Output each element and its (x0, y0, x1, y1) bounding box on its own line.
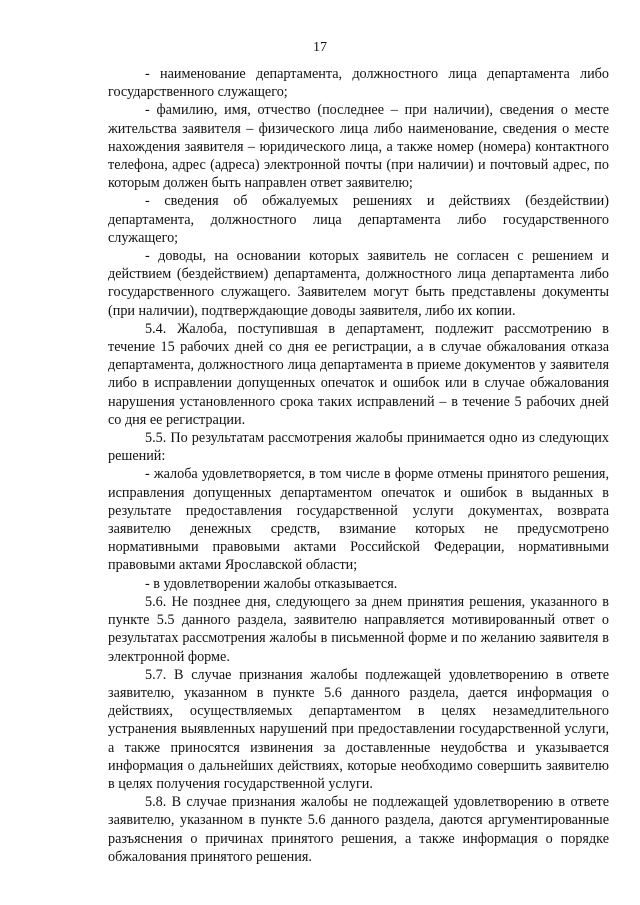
paragraph-complaint-satisfied: - жалоба удовлетворяется, в том числе в форме отмены принятого решения, исправления допущенных департаментом опечаток и ошибок в выданных в результате предоставления государственной услуги документах, возврата заявителю денежных средств, взимание которых не предусмотрено нормативными правовыми актами Российской Федерации, нормативными правовыми актами Ярославской области; (108, 466, 609, 574)
paragraph-arguments: - доводы, на основании которых заявитель не согласен с решением и действием (бездействием) департамента, должностного лица департамента либо государственного служащего. Заявителем могут быть представлены документы (при наличии), подтверждающие доводы заявителя, либо их копии. (108, 248, 609, 319)
paragraph-5-5: 5.5. По результатам рассмотрения жалобы принимается одно из следующих решений: (108, 430, 609, 465)
paragraph-5-6: 5.6. Не позднее дня, следующего за днем принятия решения, указанного в пункте 5.5 данного раздела, заявителю направляется мотивированный ответ о результатах рассмотрения жалобы в письменной форме и по желанию заявителя в электронной форме. (108, 593, 609, 665)
document-body (108, 65, 609, 866)
paragraph-5-4: 5.4. Жалоба, поступившая в департамент, подлежит рассмотрению в течение 15 рабочих дней со дня ее регистрации, а в случае обжалования отказа департамента, должностного лица департамента в приеме документов у заявителя либо в исправлении допущенных опечаток и ошибок или в случае обжалования нарушения установленного срока таких исправлений – в течение 5 рабочих дней со дня ее регистрации. (108, 320, 609, 428)
paragraph-complaint-refused: - в удовлетворении жалобы отказывается. (145, 575, 398, 592)
paragraph-5-8: 5.8. В случае признания жалобы не подлежащей удовлетворению в ответе заявителю, указанном в пункте 5.6 данного раздела, даются аргументированные разъяснения о причинах принятого решения, а также информация о порядке обжалования принятого решения. (108, 794, 609, 865)
paragraph-applicant-details: - фамилию, имя, отчество (последнее – при наличии), сведения о месте жительства заявителя – физического лица либо наименование, сведения о месте нахождения заявителя – юридического лица, а также номер (номера) контактного телефона, адрес (адреса) электронной почты (при наличии) и почтовый адрес, по которым должен быть направлен ответ заявителю; (108, 102, 609, 192)
paragraph-5-7: 5.7. В случае признания жалобы подлежащей удовлетворению в ответе заявителю, указанном в пункте 5.6 данного раздела, дается информация о действиях, осуществляемых департаментом в целях незамедлительного устранения выявленных нарушений при предоставлении государственной услуги, а также приносятся извинения за доставленные неудобства и указывается информация о дальнейших действиях, которые необходимо совершить заявителю в целях получения государственной услуги. (108, 666, 609, 792)
paragraph-department-name: - наименование департамента, должностного лица департамента либо государственного служащего; (108, 66, 609, 101)
paragraph-appealed-decisions: - сведения об обжалуемых решениях и действиях (бездействии) департамента, должностного лица департамента либо государственного служащего; (108, 193, 609, 246)
page-number: 17 (313, 40, 327, 55)
